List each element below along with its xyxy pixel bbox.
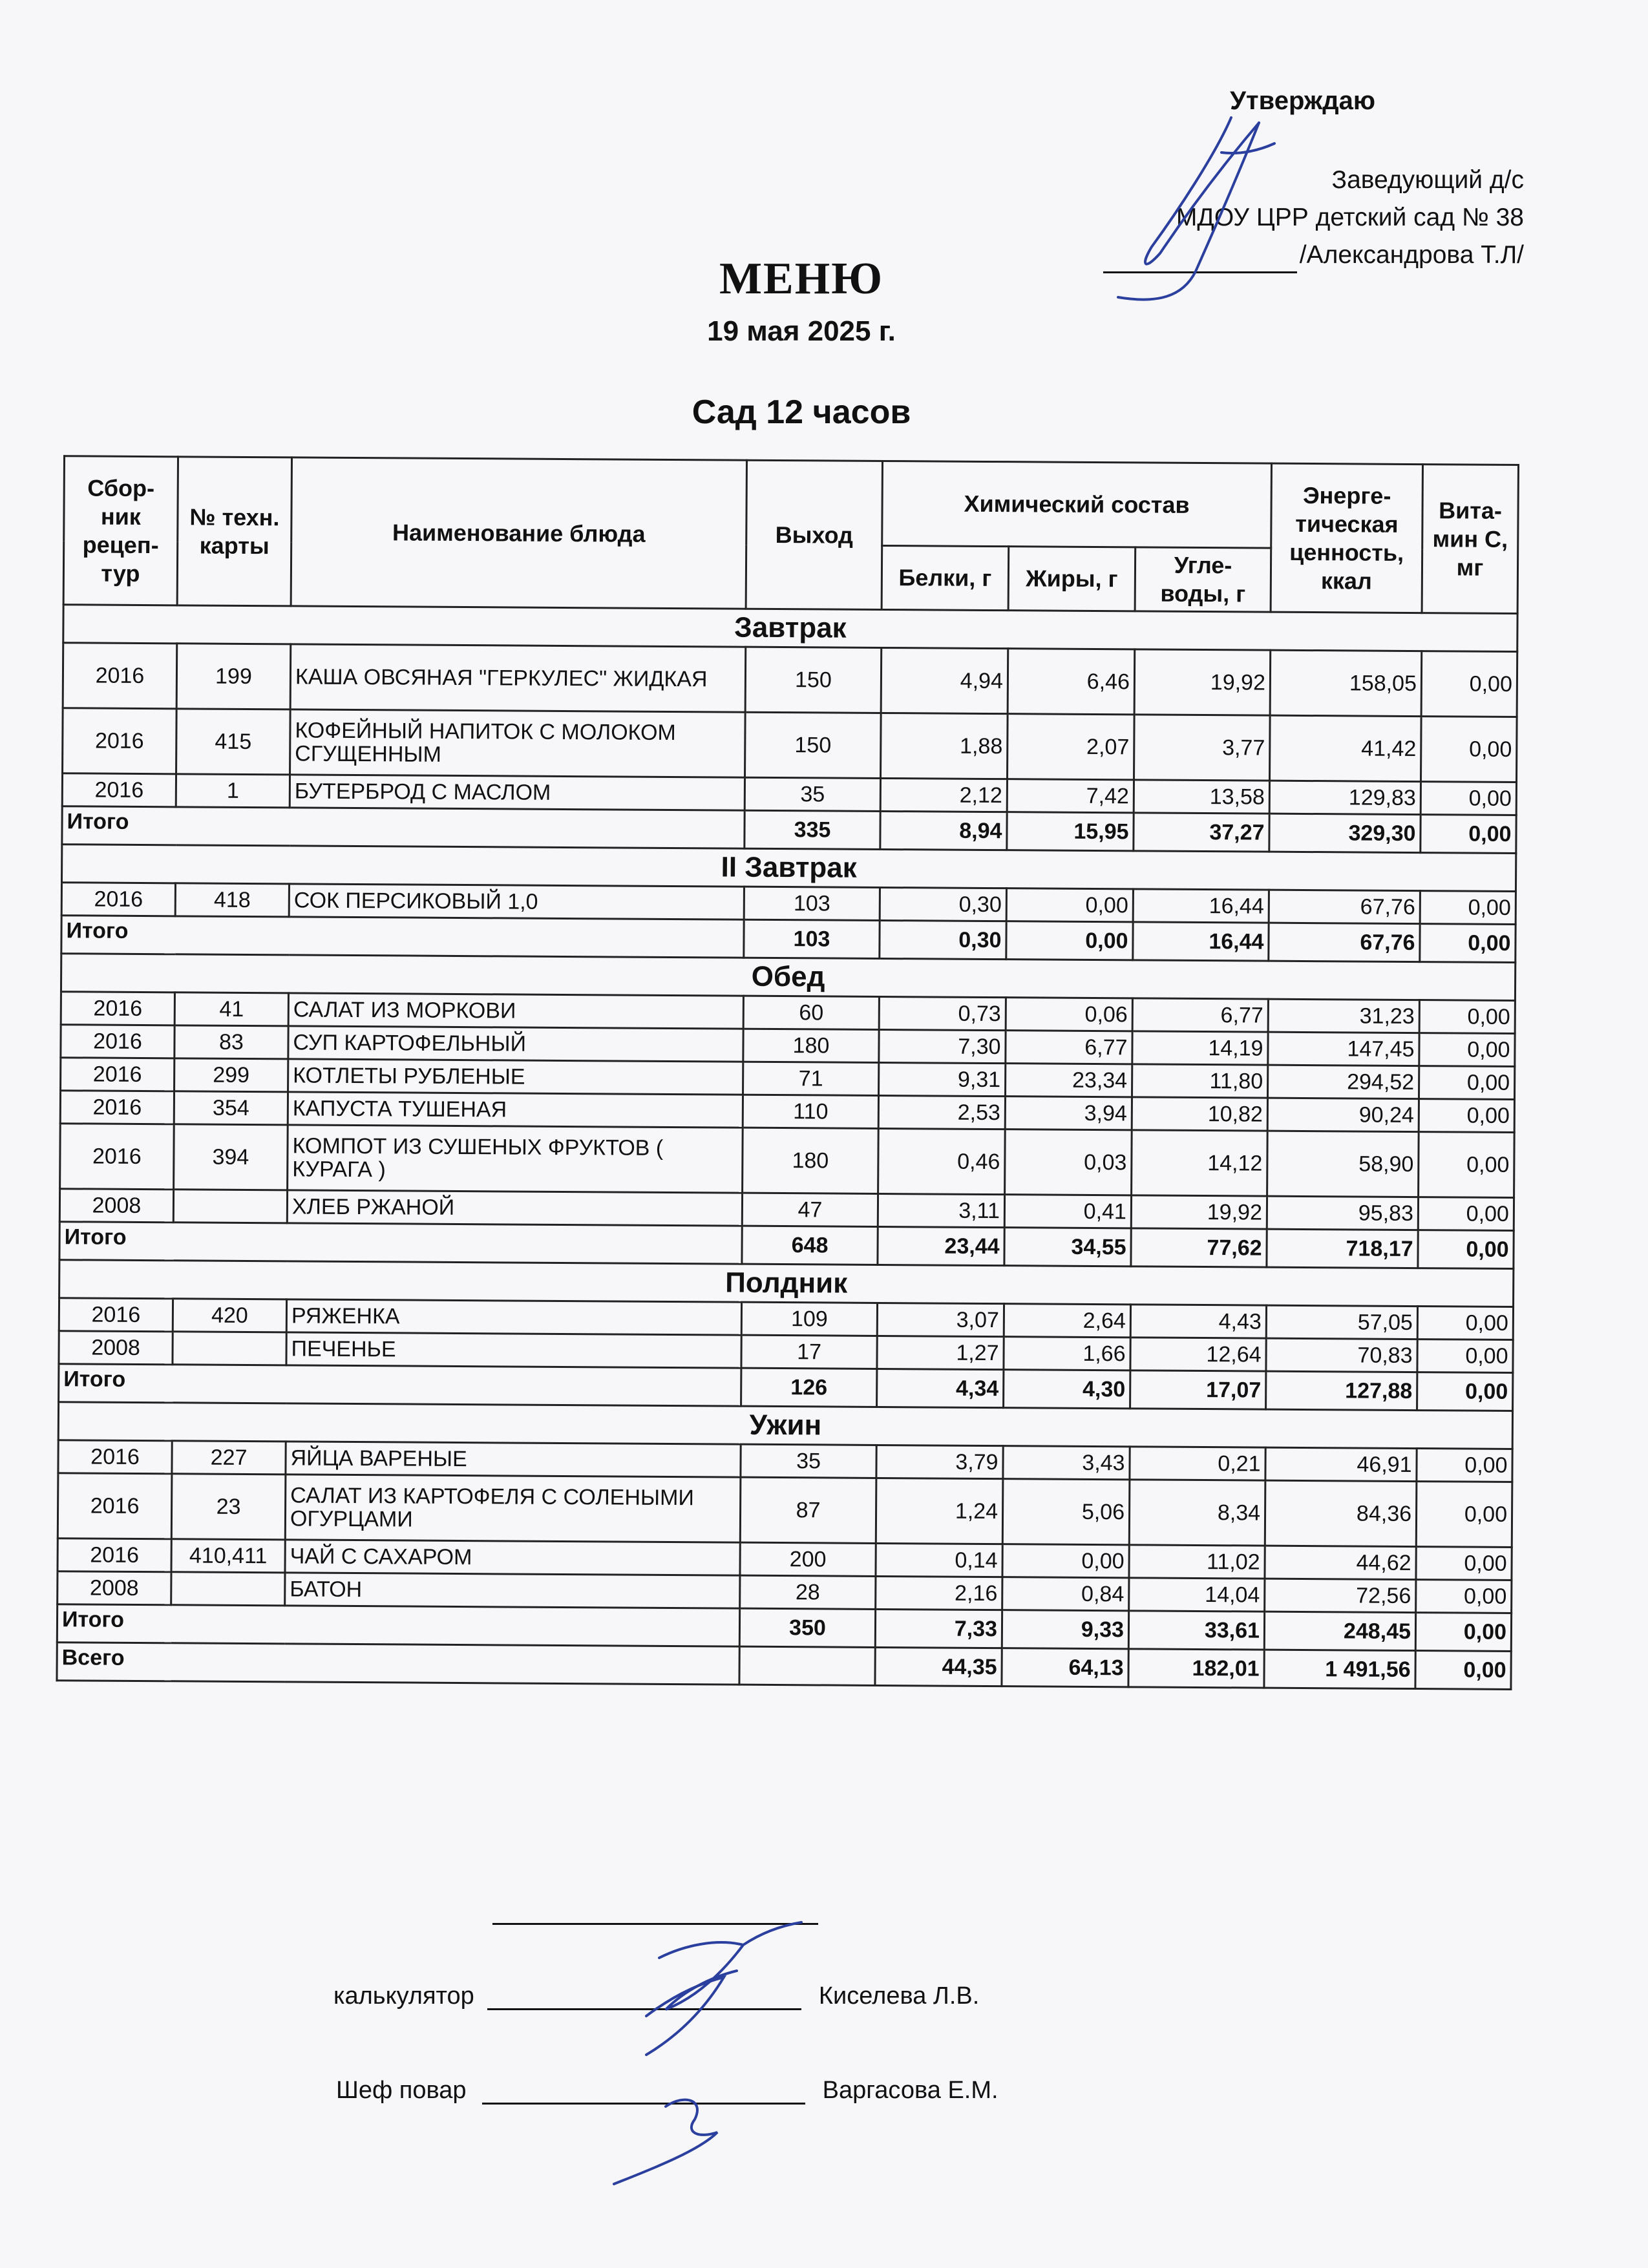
cell-yield: 60 [743, 996, 879, 1029]
cell-dish: КАПУСТА ТУШЕНАЯ [288, 1092, 743, 1128]
cell-carbs: 16,44 [1133, 889, 1269, 923]
total-carbs: 16,44 [1133, 922, 1269, 961]
cell-carbs: 10,82 [1132, 1097, 1267, 1131]
approval-org: МДОУ ЦРР детский сад № 38 [1176, 204, 1524, 231]
cell-yield: 103 [744, 887, 880, 920]
cell-vitamin: 0,00 [1419, 1000, 1515, 1034]
cell-protein: 0,14 [876, 1543, 1002, 1577]
chef-label: Шеф повар [336, 2077, 467, 2104]
total-label: Итого [62, 806, 745, 848]
cell-vitamin: 0,00 [1416, 1547, 1512, 1580]
total-yield: 648 [742, 1226, 878, 1265]
cell-fat: 0,03 [1005, 1129, 1132, 1195]
total-vitamin: 0,00 [1420, 924, 1516, 963]
cell-vitamin: 0,00 [1417, 1339, 1513, 1373]
cell-collection: 2008 [58, 1571, 171, 1605]
cell-protein: 0,30 [880, 887, 1006, 921]
cell-carbs: 3,77 [1134, 715, 1271, 781]
cell-card: 83 [174, 1025, 288, 1059]
cell-energy: 67,76 [1269, 890, 1420, 923]
cell-yield: 110 [743, 1095, 878, 1128]
cell-carbs: 13,58 [1134, 780, 1269, 814]
cell-energy: 95,83 [1267, 1196, 1418, 1230]
cell-protein: 1,88 [881, 713, 1008, 779]
cell-dish: САЛАТ ИЗ КАРТОФЕЛЯ С СОЛЕНЫМИ ОГУРЦАМИ [285, 1475, 741, 1542]
cell-energy: 44,62 [1265, 1546, 1416, 1579]
cell-collection: 2008 [59, 1189, 173, 1223]
cell-collection: 2016 [58, 1473, 172, 1539]
header-yield: Выход [746, 460, 882, 609]
cell-fat: 3,43 [1003, 1446, 1130, 1480]
cell-energy: 90,24 [1267, 1098, 1419, 1131]
cell-energy: 158,05 [1270, 650, 1422, 716]
total-label: Итого [59, 1222, 742, 1264]
cell-yield: 150 [745, 647, 882, 713]
cell-collection: 2016 [60, 1124, 174, 1190]
cell-yield: 35 [745, 777, 880, 811]
cell-carbs: 6,77 [1132, 998, 1268, 1032]
cell-dish: РЯЖЕНКА [286, 1299, 741, 1335]
cell-yield: 87 [740, 1477, 876, 1543]
total-carbs: 77,62 [1131, 1228, 1267, 1267]
cell-energy: 46,91 [1265, 1447, 1417, 1481]
cell-fat: 0,00 [1002, 1544, 1129, 1578]
total-label: Итого [61, 916, 744, 958]
cell-carbs: 4,43 [1130, 1305, 1266, 1338]
cell-energy: 84,36 [1265, 1480, 1417, 1546]
cell-yield: 180 [743, 1029, 879, 1062]
total-fat: 34,55 [1004, 1228, 1131, 1266]
total-energy: 329,30 [1269, 814, 1421, 852]
cell-dish: ЯЙЦА ВАРЕНЫЕ [286, 1442, 741, 1477]
cell-dish: САЛАТ ИЗ МОРКОВИ [288, 993, 743, 1029]
cell-vitamin: 0,00 [1418, 1197, 1514, 1231]
total-yield: 103 [744, 919, 880, 958]
calc-name: Киселева Л.В. [818, 1982, 980, 2010]
cell-fat: 0,06 [1006, 998, 1132, 1031]
total-fat: 4,30 [1004, 1370, 1130, 1409]
cell-collection: 2016 [63, 708, 177, 774]
cell-vitamin: 0,00 [1420, 891, 1516, 925]
cell-carbs: 19,92 [1131, 1195, 1267, 1229]
total-energy: 248,45 [1264, 1612, 1415, 1650]
cell-card: 394 [174, 1124, 288, 1190]
cell-protein: 3,79 [876, 1445, 1003, 1478]
cell-yield: 28 [740, 1575, 876, 1609]
total-protein: 23,44 [878, 1226, 1004, 1265]
cell-vitamin: 0,00 [1421, 651, 1517, 717]
grand-total-fat: 64,13 [1002, 1648, 1128, 1687]
cell-protein: 1,24 [876, 1478, 1003, 1544]
cell-collection: 2016 [60, 1091, 174, 1124]
cell-dish: КОМПОТ ИЗ СУШЕНЫХ ФРУКТОВ ( КУРАГА ) [288, 1125, 743, 1193]
cell-energy: 294,52 [1268, 1065, 1419, 1098]
cell-card: 227 [172, 1441, 286, 1475]
cell-fat: 2,07 [1008, 714, 1135, 780]
cell-card: 1 [176, 774, 290, 808]
total-yield: 126 [741, 1368, 877, 1407]
page-title: МЕНЮ [719, 254, 884, 304]
total-vitamin: 0,00 [1415, 1613, 1511, 1652]
header-vitamin: Вита-мин С, мг [1422, 465, 1518, 614]
header-collection: Сбор-ник рецеп-тур [63, 456, 178, 605]
cell-energy: 41,42 [1270, 715, 1422, 781]
approval-name: /Александрова Т.Л/ [1299, 241, 1524, 269]
cell-vitamin: 0,00 [1416, 1580, 1512, 1613]
calc-signature [646, 1922, 801, 2055]
cell-collection: 2016 [59, 1298, 173, 1332]
cell-collection: 2016 [61, 1025, 174, 1058]
cell-energy: 57,05 [1266, 1305, 1417, 1339]
section-title: Завтрак [63, 605, 1517, 652]
section-title: II Завтрак [62, 845, 1516, 892]
total-carbs: 33,61 [1128, 1611, 1264, 1650]
cell-vitamin: 0,00 [1421, 782, 1516, 815]
cell-dish: БАТОН [285, 1573, 740, 1608]
cell-fat: 3,94 [1005, 1097, 1132, 1130]
cell-vitamin: 0,00 [1419, 1066, 1515, 1100]
cell-protein: 1,27 [877, 1336, 1004, 1369]
cell-protein: 4,94 [881, 647, 1008, 713]
cell-yield: 17 [741, 1335, 877, 1369]
approval-title: Утверждаю [1230, 87, 1375, 115]
total-vitamin: 0,00 [1418, 1230, 1514, 1269]
cell-dish: КОФЕЙНЫЙ НАПИТОК С МОЛОКОМ СГУЩЕННЫМ [290, 709, 746, 777]
cell-collection: 2016 [61, 1058, 174, 1091]
cell-card: 420 [173, 1299, 286, 1332]
total-protein: 7,33 [875, 1609, 1002, 1648]
cell-carbs: 19,92 [1134, 649, 1271, 715]
cell-card: 199 [176, 644, 291, 709]
cell-collection: 2016 [61, 883, 175, 916]
cell-protein: 0,46 [878, 1128, 1006, 1194]
chef-signature [614, 2100, 717, 2184]
total-protein: 8,94 [880, 811, 1007, 850]
total-label: Итого [57, 1604, 739, 1646]
cell-dish: ЧАЙ С САХАРОМ [285, 1540, 740, 1575]
cell-protein: 0,73 [879, 996, 1006, 1030]
cell-card: 418 [175, 883, 289, 917]
cell-energy: 31,23 [1268, 999, 1419, 1033]
total-energy: 718,17 [1267, 1229, 1418, 1268]
cell-energy: 72,56 [1265, 1579, 1416, 1612]
grand-total-protein: 44,35 [875, 1647, 1002, 1686]
section-title: Ужин [58, 1402, 1512, 1449]
grand-total-carbs: 182,01 [1128, 1649, 1264, 1688]
total-energy: 67,76 [1269, 923, 1420, 961]
cell-vitamin: 0,00 [1419, 1132, 1515, 1198]
cell-card: 41 [174, 992, 288, 1026]
cell-vitamin: 0,00 [1417, 1307, 1513, 1340]
menu-date: 19 мая 2025 г. [707, 315, 896, 347]
cell-protein: 7,30 [879, 1029, 1006, 1063]
total-protein: 4,34 [877, 1369, 1004, 1407]
total-carbs: 37,27 [1134, 813, 1269, 852]
cell-fat: 0,84 [1002, 1577, 1129, 1611]
cell-fat: 2,64 [1004, 1304, 1130, 1338]
cell-protein: 3,11 [878, 1193, 1004, 1227]
cell-dish: ХЛЕБ РЖАНОЙ [287, 1190, 742, 1226]
total-carbs: 17,07 [1130, 1370, 1266, 1409]
total-fat: 15,95 [1007, 812, 1134, 851]
cell-collection: 2016 [58, 1538, 171, 1572]
calc-label: калькулятор [333, 1982, 474, 2010]
cell-collection: 2016 [63, 643, 177, 709]
total-protein: 0,30 [880, 920, 1006, 959]
cell-card: 410,411 [171, 1539, 285, 1573]
section-title: Полдник [59, 1260, 1514, 1307]
cell-fat: 0,00 [1006, 888, 1133, 922]
cell-protein: 2,12 [880, 778, 1007, 812]
cell-carbs: 0,21 [1130, 1447, 1265, 1480]
cell-yield: 71 [743, 1062, 879, 1095]
cell-carbs: 14,12 [1132, 1130, 1268, 1196]
cell-carbs: 8,34 [1129, 1480, 1265, 1546]
cell-vitamin: 0,00 [1419, 1099, 1514, 1133]
cell-dish: СУП КАРТОФЕЛЬНЫЙ [288, 1026, 743, 1062]
grand-total-energy: 1 491,56 [1264, 1650, 1415, 1688]
director-signature [1118, 118, 1274, 300]
approval-position: Заведующий д/с [1331, 166, 1524, 194]
cell-energy: 70,83 [1266, 1338, 1417, 1372]
cell-fat: 6,77 [1006, 1031, 1132, 1064]
cell-protein: 2,53 [878, 1095, 1005, 1129]
menu-subtitle: Сад 12 часов [692, 394, 911, 431]
cell-fat: 23,34 [1006, 1064, 1132, 1097]
cell-card: 354 [174, 1091, 288, 1125]
total-label: Итого [59, 1364, 741, 1406]
cell-card: 23 [171, 1474, 286, 1540]
grand-total-label: Всего [57, 1643, 739, 1685]
total-vitamin: 0,00 [1421, 815, 1516, 854]
cell-vitamin: 0,00 [1421, 717, 1517, 782]
header-fat: Жиры, г [1008, 547, 1136, 611]
cell-fat: 0,41 [1004, 1195, 1131, 1228]
cell-energy: 58,90 [1267, 1131, 1419, 1197]
cell-collection: 2016 [62, 773, 176, 807]
header-dish: Наименование блюда [291, 457, 746, 609]
total-energy: 127,88 [1266, 1371, 1417, 1410]
grand-total-vitamin: 0,00 [1415, 1651, 1511, 1690]
total-vitamin: 0,00 [1417, 1372, 1513, 1411]
cell-carbs: 14,19 [1132, 1031, 1268, 1065]
chef-name: Варгасова Е.М. [822, 2077, 998, 2104]
cell-yield: 35 [741, 1444, 876, 1478]
cell-protein: 2,16 [876, 1576, 1002, 1610]
cell-carbs: 11,80 [1132, 1064, 1268, 1098]
cell-fat: 6,46 [1008, 649, 1135, 715]
total-fat: 9,33 [1002, 1610, 1128, 1649]
cell-card: 299 [174, 1058, 288, 1092]
header-chem: Химический состав [882, 461, 1272, 548]
total-yield: 350 [739, 1608, 875, 1647]
cell-fat: 1,66 [1004, 1337, 1130, 1370]
cell-collection: 2016 [61, 992, 174, 1025]
cell-collection: 2008 [59, 1331, 173, 1365]
cell-protein: 9,31 [879, 1062, 1006, 1096]
cell-dish: СОК ПЕРСИКОВЫЙ 1,0 [289, 884, 744, 919]
header-card: № техн. карты [177, 457, 291, 606]
cell-carbs: 14,04 [1129, 1578, 1265, 1612]
header-protein: Белки, г [882, 545, 1009, 610]
header-carbs: Угле-воды, г [1135, 547, 1271, 612]
cell-energy: 129,83 [1269, 781, 1421, 814]
total-yield: 335 [745, 810, 880, 849]
cell-dish: ПЕЧЕНЬЕ [286, 1332, 741, 1368]
cell-vitamin: 0,00 [1417, 1449, 1512, 1482]
cell-vitamin: 0,00 [1416, 1482, 1512, 1548]
cell-yield: 200 [740, 1542, 876, 1576]
section-title: Обед [61, 954, 1515, 1001]
cell-vitamin: 0,00 [1419, 1033, 1515, 1067]
cell-dish: КОТЛЕТЫ РУБЛЕНЫЕ [288, 1059, 743, 1095]
cell-card: 415 [176, 709, 291, 775]
cell-yield: 180 [743, 1128, 879, 1193]
cell-protein: 3,07 [877, 1303, 1004, 1336]
cell-yield: 47 [742, 1193, 878, 1226]
cell-carbs: 11,02 [1129, 1545, 1265, 1579]
cell-fat: 7,42 [1007, 779, 1134, 813]
cell-carbs: 12,64 [1130, 1338, 1266, 1371]
cell-fat: 5,06 [1002, 1479, 1130, 1545]
total-fat: 0,00 [1006, 921, 1133, 960]
cell-yield: 109 [741, 1302, 877, 1336]
cell-dish: БУТЕРБРОД С МАСЛОМ [290, 775, 745, 810]
header-energy: Энерге-тическая ценность, ккал [1271, 463, 1422, 613]
cell-yield: 150 [745, 712, 882, 778]
cell-dish: КАША ОВСЯНАЯ "ГЕРКУЛЕС" ЖИДКАЯ [290, 644, 746, 712]
cell-energy: 147,45 [1268, 1032, 1419, 1066]
cell-collection: 2016 [58, 1440, 172, 1474]
